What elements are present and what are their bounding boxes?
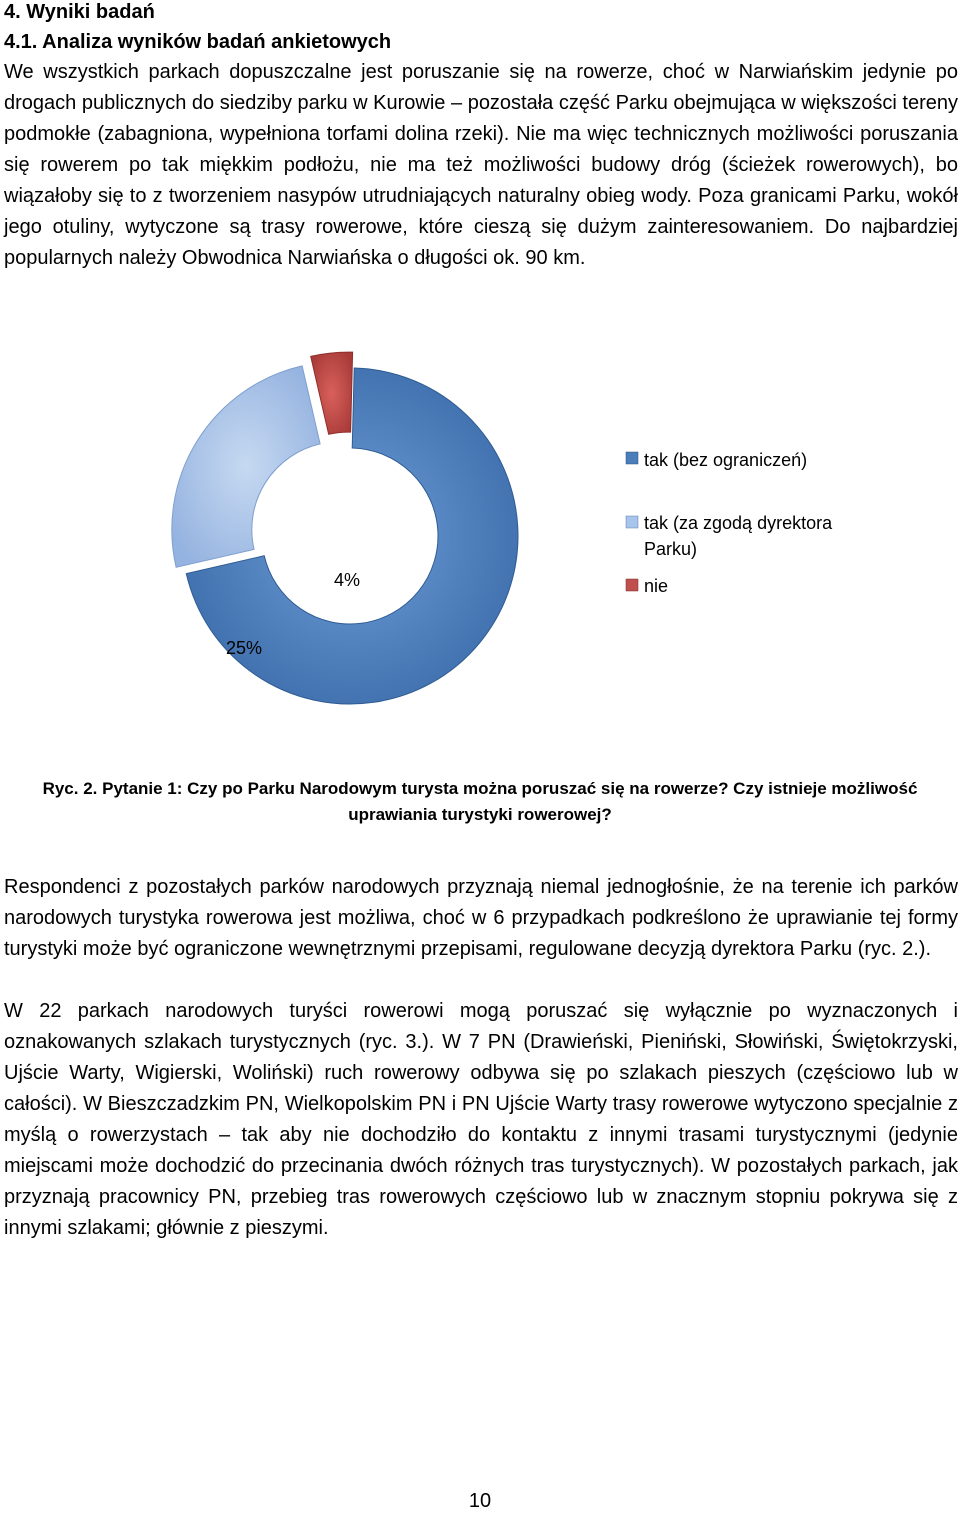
legend-swatch-nie [626,579,638,591]
legend-swatch-tak-bez-ograniczen [626,452,638,464]
data-label-nie: 4% [333,570,361,590]
subsection-heading: 4.1. Analiza wyników badań ankietowych [4,31,392,53]
chart-legend [626,450,833,596]
doughnut-chart [150,350,870,750]
legend-label-nie: nie [644,576,669,596]
legend-label-tak-za-zgoda-line2: Parku) [644,539,698,559]
slice-nie [311,352,353,434]
legend-label-tak-bez-ograniczen: tak (bez ograniczeń) [644,450,808,470]
legend-label-tak-za-zgoda-line1: tak (za zgodą dyrektora [644,513,833,533]
data-label-tak-za-zgoda: 25% [225,638,263,658]
routes-paragraph: W 22 parkach narodowych turyści rowerowi mogą poruszać się wyłącznie po wyznaczonych i oznakowanych szlakach turystycznych (ryc. 3.). W 7 PN (Drawieński, Pieniński, Słowiński, Świętokrzyski, Ujście Warty, Wigierski, Woliński) ruch rowerowy odbywa się po szlakach pieszych (częściowo lub w całości). W Bieszczadzkim PN, Wielkopolskim PN i PN Ujście Warty trasy rowerowe wytyczono specjalnie z myślą o rowerzystach – tak aby nie dochodziło do kontaktu z innymi trasami turystycznymi (jedynie miejscami może dochodzić do przecinania dwóch różnych tras turystycznych). W pozostałych parkach, jak przyznają pracownicy PN, przebieg tras rowerowych częściowo lub w znacznym stopniu pokrywa się z innymi szlakami; głównie z pieszymi. [4,1000,958,1239]
figure-caption: Ryc. 2. Pytanie 1: Czy po Parku Narodowym turysta można poruszać się na rowerze? Czy istnieje możliwość uprawiania turystyki rowerowej? [42,779,918,824]
respondents-paragraph: Respondenci z pozostałych parków narodowych przyznają niemal jednogłośnie, że na terenie ich parków narodowych turystyka rowerowa jest możliwa, choć w 6 przypadkach podkreślono że uprawianie tej formy turystyki może być ograniczone wewnętrznymi przepisami, regulowane decyzją dyrektora Parku (ryc. 2.). [4,876,958,960]
legend-swatch-tak-za-zgoda [626,516,638,528]
section-heading: 4. Wyniki badań [4,1,155,23]
page-number: 10 [468,1490,492,1512]
slice-tak-za-zgoda [172,366,320,567]
intro-paragraph: We wszystkich parkach dopuszczalne jest poruszanie się na rowerze, choć w Narwiańskim jedynie po drogach publicznych do siedziby parku w Kurowie – pozostała część Parku obejmująca w większości tereny podmokłe (zabagniona, wypełniona torfami dolina rzeki). Nie ma więc technicznych możliwości poruszania się rowerem po tak miękkim podłożu, nie ma też możliwości budowy dróg (ścieżek rowerowych), bo wiązałoby się to z tworzeniem nasypów utrudniających naturalny obieg wody. Poza granicami Parku, wokół jego otuliny, wytyczone są trasy rowerowe, które cieszą się dużym zainteresowaniem. Do najbardziej popularnych należy Obwodnica Narwiańska o długości ok. 90 km. [4,61,958,269]
chart-slices [172,352,518,704]
